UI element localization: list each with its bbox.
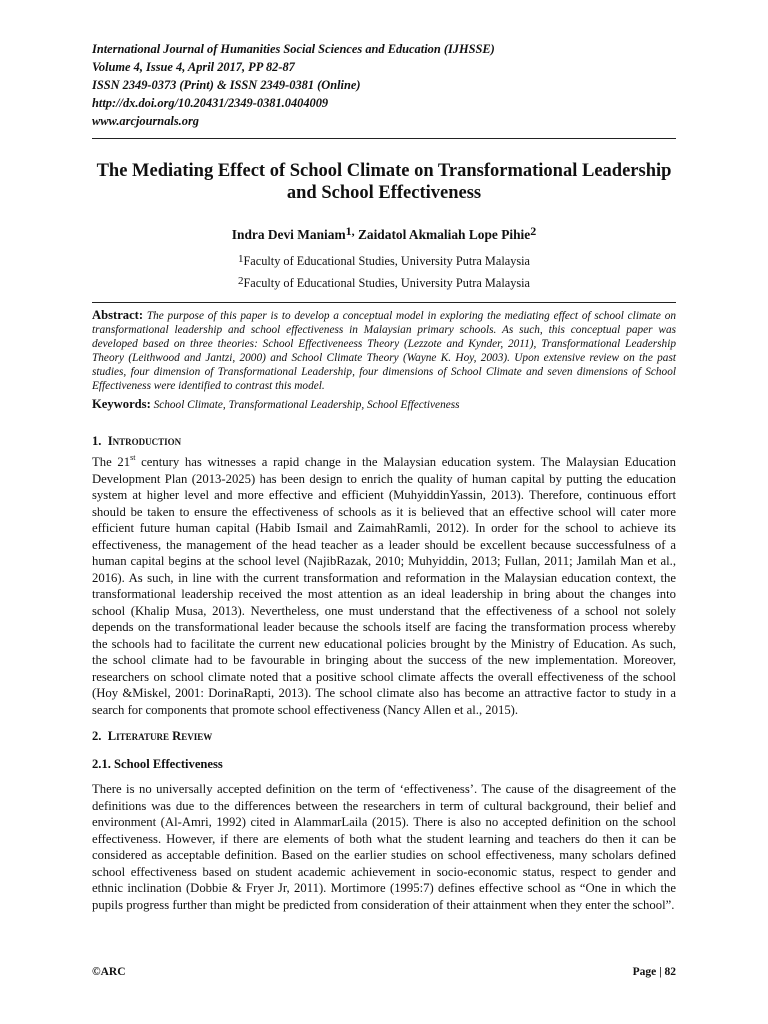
ordinal-suffix: st	[130, 453, 136, 462]
paragraph-text: century has witnesses a rapid change in the Malaysian education system. The Malaysian Education Development Plan (2013-2025) has been design to enrich the quality of human capital by putting the education system at higher level and more effective and efficient (MuhyiddinYassin, 2013). Therefore, continuous effort should be taken to ensure the effectiveness of schools as it is believed that an effective school will cater more efficient future human capital (Habib Ismail and ZaimahRamli, 2012). In order for the school to achieve its effectiveness, the management of the head teacher as a leader should be excellent because successfulness of a human capital begins at the school level (NajibRazak, 2010; Muhyiddin, 2013; Fullan, 2011; Jamilah Man et al., 2016). As such, in line with the current transformation and reformation in the Malaysian education context, the transformational leadership received the most attention as an ideal leadership in bring about the changes into school (Khalip Musa, 2013). Nevertheless, one must understand that the effectiveness of a school not solely depends on the transformational leader because the schools itself are facing the transformation process whereby the schools had to facilitate the current new educational policies brought by the Ministry of Education. As such, the school climate had to be favourable in bringing about the success of the new implementation. Moreover, researchers on school climate noted that a positive school climate affects the overall effectiveness of the school (Hoy &Miskel, 2001: DorinaRapti, 2013). The school climate also has become an attractive factor to study in a search for components that promote school effectiveness (Nancy Allen et al., 2015).	[92, 455, 676, 717]
abstract-divider	[92, 302, 676, 303]
paper-page	[92, 40, 676, 913]
page-number: Page | 82	[632, 966, 676, 978]
section-heading-introduction	[92, 434, 676, 449]
page-footer	[92, 966, 676, 978]
author-name: Zaidatol Akmaliah Lope Pihie	[354, 227, 531, 242]
section-number: 1.	[92, 434, 102, 448]
body-paragraph: There is no universally accepted definition on the term of ‘effectiveness’. The cause of the disagreement of the definitions was due to the differences between the researchers in term of cultural background, their belief and environment (Al-Amri, 1992) cited in AlammarLaila (2015). There is also no accepted definition on the school effectiveness. However, if there are elements of both what the student learning and teachers do then it can be considered as acceptable definition. Based on the earlier studies on school effectiveness, many scholars defined school effectiveness based on student academic achievement in socio-economic status, respect to gender and ethnic inclination (Dobbie & Fryer Jr, 2011). Mortimore (1995:7) defines effective school as “One in which the pupils progress further than might be predicted from consideration of their attainment when they enter the school”.	[92, 782, 676, 912]
journal-website[interactable]: www.arcjournals.org	[92, 114, 199, 128]
body-paragraph	[92, 454, 676, 718]
affiliation-mark: 1	[237, 253, 244, 265]
author-mark: 2	[530, 224, 537, 238]
abstract-text: The purpose of this paper is to develop a conceptual model in exploring the mediating effect of school climate on transformational leadership and school effectiveness in Malaysian primary schools. As such, this conceptual paper was developed based on three theories: School Effectiveneess Theory (Lezzote and Kynder, 2011), Transformational Leadership Theory (Leithwood and Jantzi, 2000) and School Climate Theory (Wayne K. Hoy, 2003). Upon extensive review on the past studies, four dimension of Transformational Leadership, four dimensions of School Climate and seven dimensions of School Effectiveness were identified to contrast this model.	[92, 310, 676, 392]
author-mark: 1,	[345, 224, 355, 238]
paper-title: The Mediating Effect of School Climate on Transformational Leadership and School Effectiveness	[96, 161, 672, 203]
keywords	[92, 397, 676, 412]
journal-issn: ISSN 2349-0373 (Print) & ISSN 2349-0381 (Online)	[92, 78, 361, 92]
journal-doi[interactable]: http://dx.doi.org/10.20431/2349-0381.0404009	[92, 96, 329, 110]
footer-copyright: ©ARC	[92, 966, 126, 978]
affiliation	[92, 271, 676, 293]
section-title: Literature Review	[107, 729, 213, 743]
paragraph-text: The 21	[92, 455, 131, 469]
subsection-heading: 2.1. School Effectiveness	[92, 757, 223, 771]
keywords-label: Keywords:	[92, 397, 151, 411]
section-title: Introduction	[107, 434, 182, 448]
journal-name: International Journal of Humanities Social Sciences and Education (IJHSSE)	[92, 42, 495, 56]
affiliation-list	[92, 249, 676, 293]
affiliation-text: Faculty of Educational Studies, University Putra Malaysia	[243, 254, 531, 268]
section-heading-literature-review	[92, 729, 676, 744]
journal-header	[92, 40, 676, 130]
affiliation	[92, 249, 676, 271]
author-name: Indra Devi Maniam	[231, 227, 346, 242]
journal-volume: Volume 4, Issue 4, April 2017, PP 82-87	[92, 60, 295, 74]
abstract	[92, 308, 676, 393]
header-divider	[92, 138, 676, 139]
keywords-text: School Climate, Transformational Leadership, School Effectiveness	[150, 399, 460, 411]
affiliation-text: Faculty of Educational Studies, University Putra Malaysia	[243, 276, 531, 290]
section-number: 2.	[92, 729, 102, 743]
affiliation-mark: 2	[237, 275, 244, 287]
author-list	[92, 224, 676, 243]
abstract-label: Abstract:	[92, 308, 144, 322]
